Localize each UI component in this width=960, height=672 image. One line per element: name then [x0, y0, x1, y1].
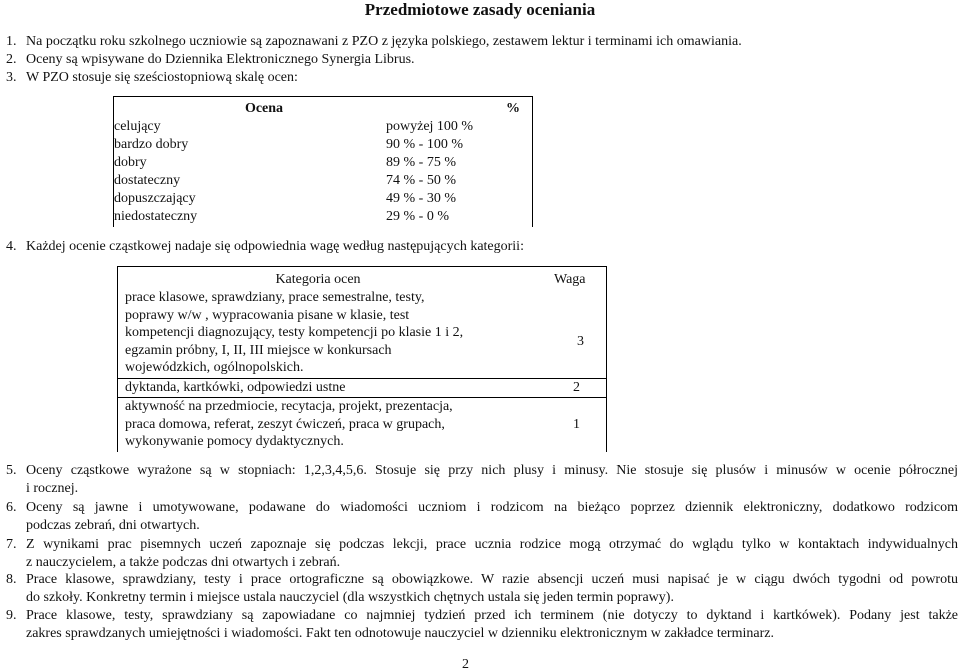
- category-line: wojewódzkich, ogólnopolskich.: [125, 360, 304, 375]
- item-5-text: [26, 462, 958, 498]
- item-9-text: [26, 607, 958, 643]
- category-cell-2: [125, 379, 505, 397]
- grade-name: dostateczny: [114, 173, 181, 188]
- category-line: prace klasowe, sprawdziany, prace semestralne, testy,: [125, 290, 425, 305]
- grade-percent: 74 % - 50 %: [386, 173, 456, 188]
- item-line: z nauczycielem, a także podczas dni otwartych i zebrań.: [26, 555, 341, 570]
- grade-percent: 29 % - 0 %: [386, 209, 449, 224]
- table-row: [114, 190, 534, 208]
- item-6-number: 6.: [6, 500, 17, 515]
- item-line: zakres sprawdzanych umiejętności i wiadomości. Fakt ten odnotowuje nauczyciel w dzienniku elektronicznym w zakładce terminarz.: [26, 626, 774, 641]
- item-5-number: 5.: [6, 463, 17, 478]
- item-7-text: [26, 536, 958, 572]
- table-row: [114, 136, 534, 154]
- item-4-number: 4.: [6, 239, 17, 254]
- item-line: podczas zebrań, dni otwartych.: [26, 518, 200, 533]
- item-1-text: Na początku roku szkolnego uczniowie są zapoznawani z PZO z języka polskiego, zestawem lektur i terminami ich omawiania.: [26, 34, 742, 49]
- category-line: wykonywanie pomocy dydaktycznych.: [125, 434, 344, 449]
- table-row: [114, 172, 534, 190]
- grade-name: dopuszczający: [114, 191, 196, 206]
- category-cell-3: [125, 398, 505, 451]
- weight-value: 3: [577, 334, 584, 349]
- category-cell-1: [125, 289, 505, 377]
- item-3-text: W PZO stosuje się sześciostopniową skalę ocen:: [26, 70, 298, 85]
- item-2-text: Oceny są wpisywane do Dziennika Elektronicznego Synergia Librus.: [26, 52, 415, 67]
- item-4-text: Każdej ocenie cząstkowej nadaje się odpowiednia wagę według następujących kategorii:: [26, 239, 524, 254]
- item-3-number: 3.: [6, 70, 17, 85]
- page-number: 2: [462, 657, 469, 672]
- weight-table-header-weight: Waga: [554, 272, 586, 287]
- item-line: i rocznej.: [26, 481, 79, 496]
- table-row: [114, 208, 534, 226]
- item-7-number: 7.: [6, 537, 17, 552]
- item-6-text: [26, 499, 958, 535]
- grade-table-header-percent: %: [506, 101, 520, 116]
- item-line: Oceny cząstkowe wyrażone są w stopniach: 1,2,3,4,5,6. Stosuje się przy nich plusy i minusy. Nie stosuje się plusów i minusów w ocenie półrocznej: [26, 463, 958, 478]
- weight-category-table: [117, 266, 607, 452]
- item-line: do szkoły. Konkretny termin i miejsce ustala nauczyciel (dla wszystkich chętnych ustala się jeden termin poprawy).: [26, 590, 674, 605]
- category-line: poprawy w/w , wypracowania pisane w klasie, test: [125, 307, 410, 323]
- item-line: Z wynikami prac pisemnych uczeń zapoznaje się podczas lekcji, prace ucznia rodzice mogą otrzymać do wglądu tylko w kontaktach indywidualnych: [26, 537, 958, 552]
- item-line: Prace klasowe, testy, sprawdziany są zapowiadane co najmniej tydzień przed ich terminem (nie dotyczy to dyktand i kartkówek). Podany jest także: [26, 608, 958, 623]
- grade-scale-table: [113, 96, 533, 227]
- grade-name: niedostateczny: [114, 209, 198, 224]
- table-row: [114, 154, 534, 172]
- category-line: dyktanda, kartkówki, odpowiedzi ustne: [125, 380, 346, 395]
- grade-name: dobry: [114, 155, 147, 170]
- weight-value: 1: [573, 417, 580, 432]
- grade-name: celujący: [114, 119, 161, 134]
- weight-value: 2: [573, 380, 580, 395]
- item-8-number: 8.: [6, 572, 17, 587]
- item-2-number: 2.: [6, 52, 17, 67]
- category-line: praca domowa, referat, zeszyt ćwiczeń, praca w grupach,: [125, 416, 445, 432]
- grade-name: bardzo dobry: [114, 137, 189, 152]
- category-line: kompetencji diagnozujący, testy kompetencji po klasie 1 i 2,: [125, 325, 464, 340]
- table-row: [114, 118, 534, 136]
- grade-table-header-grade: Ocena: [244, 101, 284, 116]
- grade-percent: powyżej 100 %: [386, 119, 474, 134]
- grade-percent: 49 % - 30 %: [386, 191, 456, 206]
- item-line: Oceny są jawne i umotywowane, podawane do wiadomości uczniom i rodzicom na bieżąco poprzez dziennik elektroniczny, dodatkowo rodzicom: [26, 500, 958, 515]
- page-title: Przedmiotowe zasady oceniania: [364, 0, 596, 19]
- item-1-number: 1.: [6, 34, 17, 49]
- item-9-number: 9.: [6, 608, 17, 623]
- grade-percent: 89 % - 75 %: [386, 155, 456, 170]
- category-line: egzamin próbny, I, II, III miejsce w konkursach: [125, 342, 392, 358]
- category-line: aktywność na przedmiocie, recytacja, projekt, prezentacja,: [125, 399, 453, 414]
- grade-percent: 90 % - 100 %: [386, 137, 463, 152]
- item-line: Prace klasowe, sprawdziany, testy i prace ortograficzne są obowiązkowe. W razie absencji uczeń musi napisać je w ciągu dwóch tygodni od powrotu: [26, 572, 958, 587]
- item-8-text: [26, 571, 958, 607]
- weight-table-header-category: Kategoria ocen: [275, 272, 361, 287]
